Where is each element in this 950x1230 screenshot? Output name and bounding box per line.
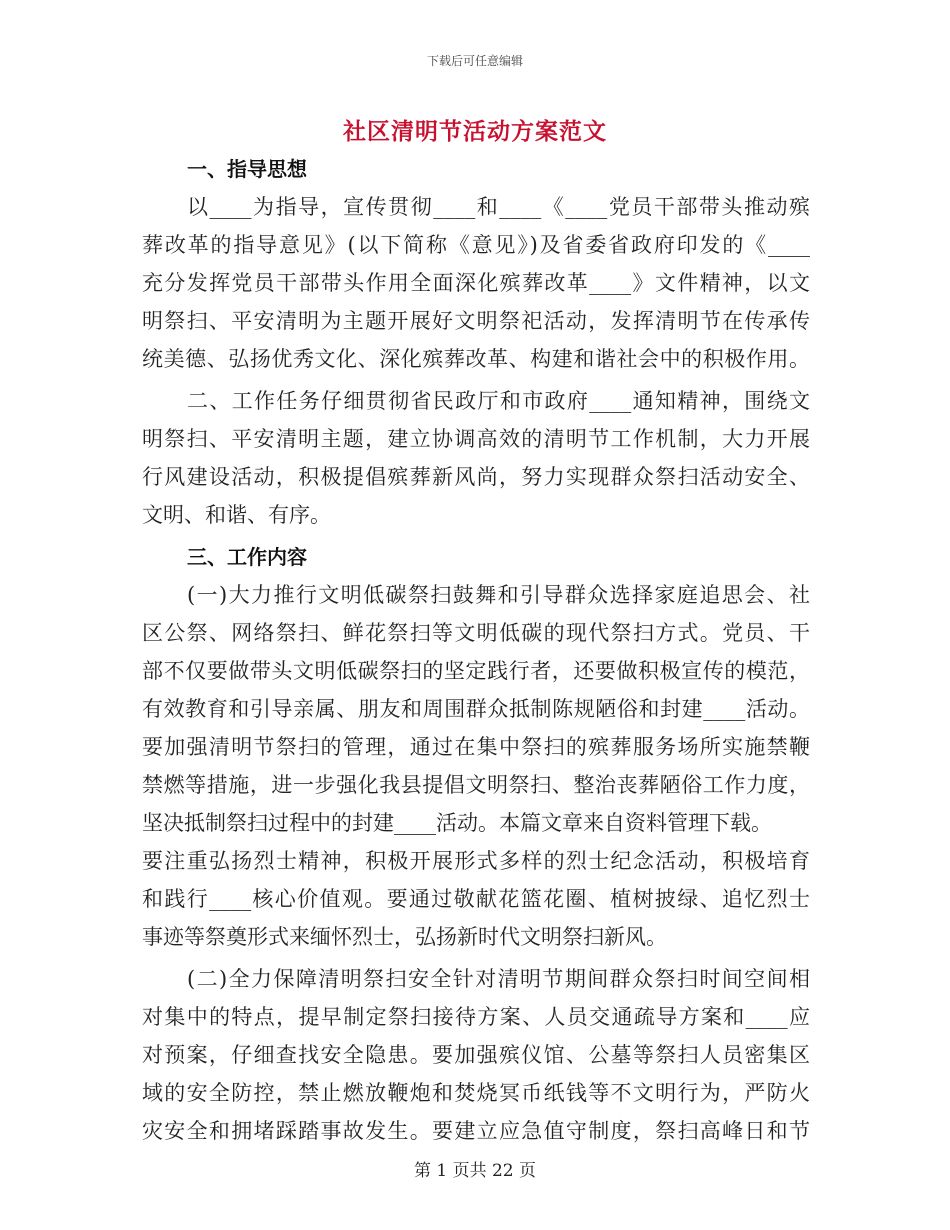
text-line: 部不仅要做带头文明低碳祭扫的坚定践行者，还要做积极宣传的模范， — [142, 659, 810, 683]
text-line: 灾安全和拥堵踩踏事故发生。要建立应急值守制度，祭扫高峰日和节 — [142, 1119, 810, 1143]
text-line: 有效教育和引导亲属、朋友和周围群众抵制陈规陋俗和封建____活动。 — [142, 697, 810, 721]
text-line: 葬改革的指导意见》(以下简称《意见》)及省委省政府印发的《____ — [142, 233, 810, 257]
paragraph — [142, 960, 810, 1150]
text-line: 二、工作任务仔细贯彻省民政厅和市政府____通知精神，围绕文 — [187, 389, 810, 413]
document-body — [142, 150, 810, 1150]
text-line: 文明、和谐、有序。 — [142, 503, 331, 527]
text-line: 要加强清明节祭扫的管理，通过在集中祭扫的殡葬服务场所实施禁鞭 — [142, 735, 810, 759]
document-title: 社区清明节活动方案范文 — [343, 119, 607, 145]
paragraph — [142, 382, 810, 534]
page-footer: 第 1 页共 22 页 — [413, 1161, 537, 1181]
text-line: 区公祭、网络祭扫、鲜花祭扫等文明低碳的现代祭扫方式。党员、干 — [142, 621, 810, 645]
text-line: 和践行____核心价值观。要通过敬献花篮花圈、植树披绿、追忆烈士 — [142, 887, 810, 911]
text-line: 对预案，仔细查找安全隐患。要加强殡仪馆、公墓等祭扫人员密集区 — [142, 1043, 810, 1067]
page-header: 下载后可任意编辑 — [426, 54, 523, 68]
text-line: 统美德、弘扬优秀文化、深化殡葬改革、构建和谐社会中的积极作用。 — [142, 347, 810, 371]
text-line: 明祭扫、平安清明主题，建立协调高效的清明节工作机制，大力开展 — [142, 427, 810, 451]
text-line: (一)大力推行文明低碳祭扫鼓舞和引导群众选择家庭追思会、社 — [187, 583, 810, 607]
text-line: 事迹等祭奠形式来缅怀烈士，弘扬新时代文明祭扫新风。 — [142, 925, 667, 949]
text-line: 坚决抵制祭扫过程中的封建____活动。本篇文章来自资料管理下载。 — [142, 811, 772, 835]
text-line: 禁燃等措施，进一步强化我县提倡文明祭扫、整治丧葬陋俗工作力度， — [142, 773, 810, 797]
paragraph — [142, 576, 810, 956]
text-line: 明祭扫、平安清明为主题开展好文明祭祀活动，发挥清明节在传承传 — [142, 309, 810, 333]
text-line: (二)全力保障清明祭扫安全针对清明节期间群众祭扫时间空间相 — [187, 967, 810, 991]
text-line: 对集中的特点，提早制定祭扫接待方案、人员交通疏导方案和____应 — [142, 1005, 810, 1029]
text-line: 充分发挥党员干部带头作用全面深化殡葬改革____》文件精神，以文 — [142, 271, 810, 295]
paragraph — [142, 188, 810, 378]
text-line: 要注重弘扬烈士精神，积极开展形式多样的烈士纪念活动，积极培育 — [142, 849, 810, 873]
section-heading: 三、工作内容 — [187, 545, 307, 569]
section-heading: 一、指导思想 — [187, 157, 307, 181]
text-line: 域的安全防控，禁止燃放鞭炮和焚烧冥币纸钱等不文明行为，严防火 — [142, 1081, 810, 1105]
text-line: 行风建设活动，积极提倡殡葬新风尚，努力实现群众祭扫活动安全、 — [142, 465, 810, 489]
text-line: 以____为指导，宣传贯彻____和____《____党员干部带头推动殡 — [187, 195, 810, 219]
